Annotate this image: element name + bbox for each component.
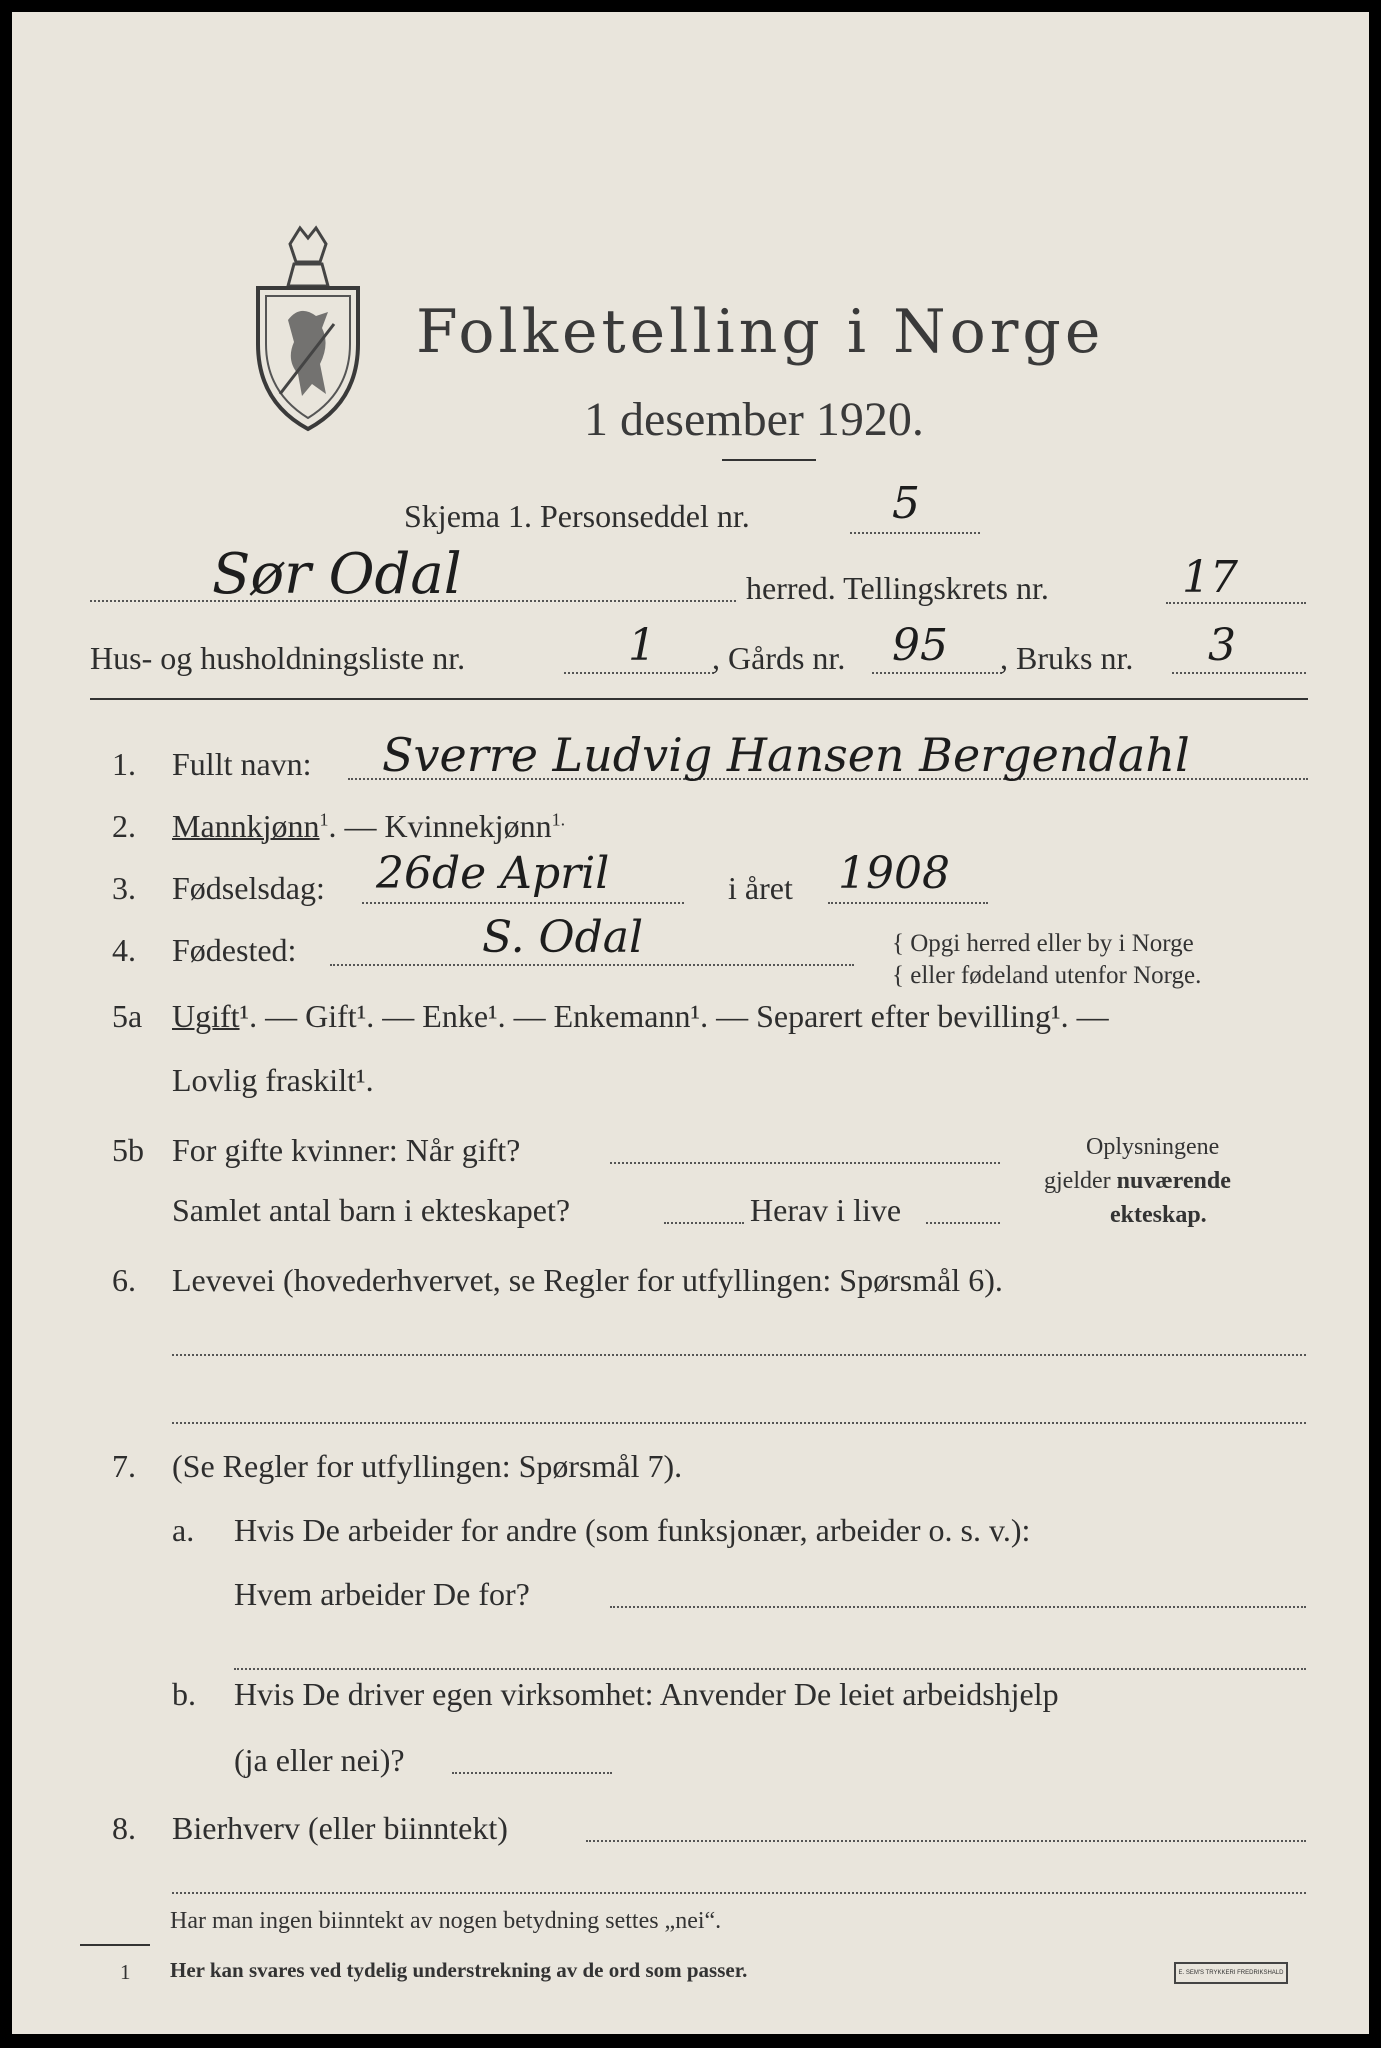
q4-note-line1: { Opgi herred eller by i Norge (892, 930, 1194, 957)
q5a-options (172, 998, 1109, 1035)
q5b-married-when-label: For gifte kvinner: Når gift? (172, 1132, 521, 1168)
q5a-other-options[interactable]: ¹. — Gift¹. — Enke¹. — Enkemann¹. — Separert efter bevilling¹. — (239, 998, 1109, 1034)
q2-end-mark: 1. (551, 809, 566, 830)
footnote-rule (80, 1944, 150, 1946)
q7-label: (Se Regler for utfyllingen: Spørsmål 7). (172, 1448, 683, 1484)
bruks-nr-value[interactable]: 3 (1208, 620, 1236, 671)
kvinnekjonn-option[interactable]: . — Kvinnekjønn (328, 808, 552, 844)
q3-number: 3. (112, 870, 136, 906)
full-name-value[interactable]: Sverre Ludvig Hansen Bergendahl (382, 728, 1190, 782)
q7b-line[interactable] (452, 1772, 612, 1774)
q7b-text: Hvis De driver egen virksomhet: Anvender De leiet arbeidshjelp (234, 1676, 1059, 1712)
q5b-alive-label: Herav i live (750, 1192, 902, 1228)
q3-day-line (362, 902, 684, 904)
census-date: 1 desember 1920. (584, 393, 924, 446)
herred-label: herred. Tellingskrets nr. (746, 570, 1049, 606)
hus-label: Hus- og husholdningsliste nr. (90, 640, 466, 676)
q7a-line1[interactable] (610, 1606, 1306, 1608)
birth-year-value[interactable]: 1908 (838, 848, 950, 899)
q5b-alive-line[interactable] (926, 1222, 1000, 1224)
q4-note-line2: { eller fødeland utenfor Norge. (892, 962, 1202, 989)
ugift-option[interactable]: Ugift (172, 998, 240, 1034)
q8-label: Bierhverv (eller biinntekt) (172, 1810, 508, 1846)
q3-label: Fødselsdag: (172, 870, 325, 906)
q3-year-line (828, 902, 988, 904)
q5b-married-when-line[interactable] (610, 1162, 1000, 1164)
q5b-number: 5b (112, 1132, 144, 1168)
q3-year-label: i året (728, 870, 793, 906)
personseddel-line (850, 532, 980, 534)
mannkjonn-option[interactable]: Mannkjønn (172, 808, 320, 844)
footnote-mark: 1 (120, 1960, 131, 1984)
hus-nr-value[interactable]: 1 (628, 620, 656, 671)
q4-number: 4. (112, 932, 136, 968)
q8-line2[interactable] (172, 1892, 1306, 1894)
q2-footnote-mark: 1 (319, 809, 329, 830)
q7a-question: Hvem arbeider De for? (234, 1576, 530, 1612)
birthday-value[interactable]: 26de April (376, 848, 610, 899)
q5b-children-label: Samlet antal barn i ekteskapet? (172, 1192, 571, 1228)
q7-number: 7. (112, 1448, 136, 1484)
q4-line (330, 964, 854, 966)
biinntekt-note: Har man ingen biinntekt av nogen betydning settes „nei“. (170, 1908, 722, 1934)
q5b-children-line[interactable] (664, 1222, 744, 1224)
lovlig-fraskilt-option[interactable]: Lovlig fraskilt¹. (172, 1062, 374, 1098)
q5b-note-line1: Oplysningene (1086, 1134, 1220, 1160)
title-divider (722, 459, 816, 461)
personseddel-nr-value[interactable]: 5 (892, 478, 920, 529)
footnote-text: Her kan svares ved tydelig understrekning av de ord som passer. (170, 1958, 748, 1982)
header-rule (90, 698, 1308, 700)
bruks-line (1172, 672, 1306, 674)
census-form-page (12, 12, 1369, 2034)
gards-nr-value[interactable]: 95 (892, 620, 948, 671)
skjema-label: Skjema 1. Personseddel nr. (404, 498, 750, 534)
gards-line (872, 672, 1002, 674)
q8-number: 8. (112, 1810, 136, 1846)
q5a-number: 5a (112, 998, 143, 1034)
q5b-note-line3: ekteskap. (1110, 1202, 1207, 1228)
q7b-question: (ja eller nei)? (234, 1742, 405, 1778)
q8-line1[interactable] (586, 1840, 1306, 1842)
q7a-line2[interactable] (234, 1668, 1306, 1670)
tellingskrets-nr-value[interactable]: 17 (1182, 552, 1238, 603)
q7a-text: Hvis De arbeider for andre (som funksjonær, arbeider o. s. v.): (234, 1512, 1031, 1548)
q7b-letter: b. (172, 1676, 196, 1712)
q5b-note-line2: gjelder nuværende (1044, 1168, 1231, 1194)
q1-number: 1. (112, 746, 136, 782)
q4-label: Fødested: (172, 932, 297, 968)
printer-stamp: E. SEM'S TRYKKERI FREDRIKSHALD (1174, 1962, 1288, 1984)
q7a-letter: a. (172, 1512, 195, 1548)
q6-line1[interactable] (172, 1354, 1306, 1356)
herred-value[interactable]: Sør Odal (212, 542, 462, 607)
q6-number: 6. (112, 1262, 136, 1298)
form-title: Folketelling i Norge (416, 297, 1105, 367)
q2-options (172, 808, 565, 845)
q2-number: 2. (112, 808, 136, 844)
gards-label: , Gårds nr. (712, 640, 846, 676)
q6-label: Levevei (hovederhvervet, se Regler for utfyllingen: Spørsmål 6). (172, 1262, 1003, 1298)
bruks-label: , Bruks nr. (1000, 640, 1134, 676)
q6-line2[interactable] (172, 1422, 1306, 1424)
coat-of-arms-icon (250, 224, 366, 434)
birthplace-value[interactable]: S. Odal (482, 912, 644, 963)
q1-label: Fullt navn: (172, 746, 312, 782)
hus-line (564, 672, 714, 674)
